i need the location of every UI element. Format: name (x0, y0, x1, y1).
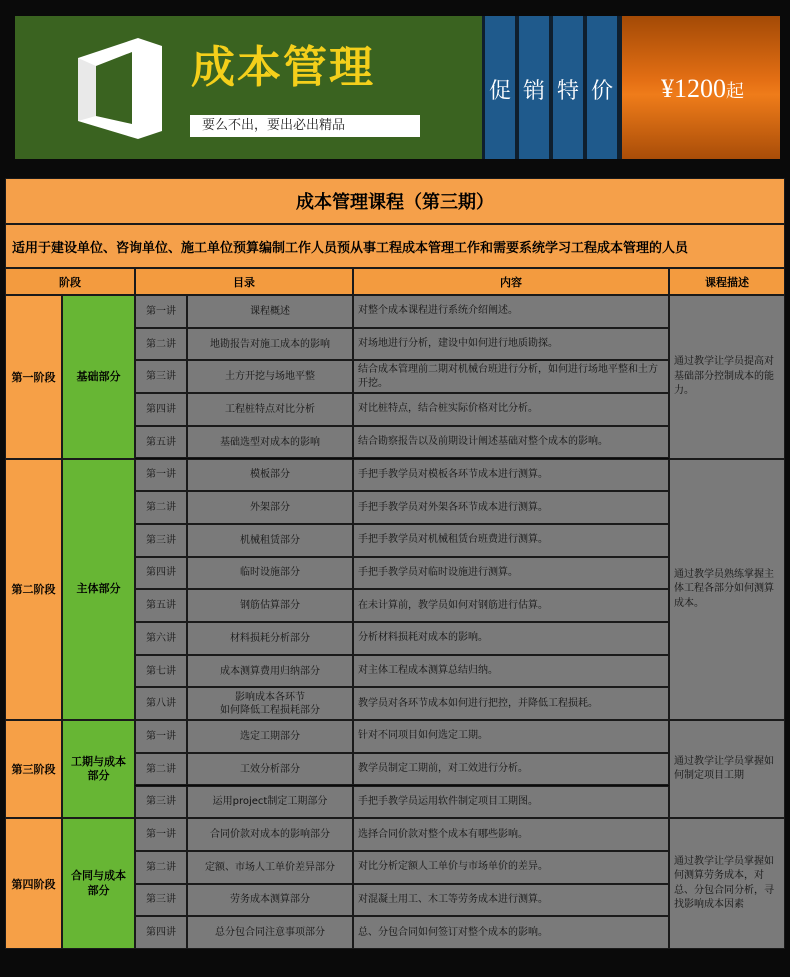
lecture-topic: 地勘报告对施工成本的影响 (187, 328, 353, 361)
lecture-number: 第二讲 (135, 491, 187, 524)
lecture-number: 第一讲 (135, 818, 187, 851)
lecture-topic: 影响成本各环节 如何降低工程损耗部分 (187, 687, 353, 720)
lecture-topic: 模板部分 (187, 459, 353, 492)
lecture-topic: 成本测算费用归纳部分 (187, 655, 353, 688)
office-logo-icon (70, 36, 170, 141)
lecture-content: 对主体工程成本测算总结归纳。 (353, 655, 669, 688)
lecture-content: 在未计算前，教学员如何对钢筋进行估算。 (353, 589, 669, 622)
stage-name: 第三阶段 (5, 720, 62, 818)
lecture-number: 第四讲 (135, 393, 187, 426)
lecture-content: 对比分析定额人工单价与市场单价的差异。 (353, 851, 669, 884)
lecture-content: 分析材料损耗对成本的影响。 (353, 622, 669, 655)
stage-name: 第四阶段 (5, 818, 62, 949)
lecture-topic: 材料损耗分析部分 (187, 622, 353, 655)
lecture-topic: 土方开挖与场地平整 (187, 360, 353, 393)
lecture-number: 第四讲 (135, 557, 187, 590)
lecture-topic: 基础选型对成本的影响 (187, 426, 353, 459)
lecture-number: 第二讲 (135, 753, 187, 786)
lecture-number: 第三讲 (135, 786, 187, 819)
stage-description: 通过教学让学员掌握如何测算劳务成本，对总、分包合同分析，寻找影响成本因素 (669, 818, 785, 949)
header-stage: 阶段 (5, 268, 135, 295)
lecture-topic: 总分包合同注意事项部分 (187, 916, 353, 949)
price-panel (622, 16, 780, 159)
lecture-content: 手把手教学员运用软件制定项目工期图。 (353, 786, 669, 819)
lecture-topic: 工程桩特点对比分析 (187, 393, 353, 426)
stage-name: 第二阶段 (5, 459, 62, 721)
lecture-content: 总、分包合同如何签订对整个成本的影响。 (353, 916, 669, 949)
course-table (5, 178, 785, 976)
lecture-content: 手把手教学员对模板各环节成本进行测算。 (353, 459, 669, 492)
promo-panel (482, 16, 622, 159)
lecture-number: 第四讲 (135, 916, 187, 949)
promo-char: 特 (553, 16, 583, 159)
header-content: 内容 (353, 268, 669, 295)
stage-part: 合同与成本 部分 (62, 818, 135, 949)
lecture-content: 教学员对各环节成本如何进行把控，并降低工程损耗。 (353, 687, 669, 720)
header-topic: 目录 (135, 268, 353, 295)
price-tag: ¥1200起 (661, 74, 744, 103)
promo-char: 促 (485, 16, 515, 159)
lecture-number: 第二讲 (135, 851, 187, 884)
lecture-content: 选择合同价款对整个成本有哪些影响。 (353, 818, 669, 851)
stage-description: 通过教学让学员提高对基础部分控制成本的能力。 (669, 295, 785, 459)
lecture-topic: 机械租赁部分 (187, 524, 353, 557)
header-desc: 课程描述 (669, 268, 785, 295)
promo-char: 价 (587, 16, 617, 159)
lecture-content: 对混凝土用工、木工等劳务成本进行测算。 (353, 884, 669, 917)
stage-part: 工期与成本 部分 (62, 720, 135, 818)
lecture-number: 第八讲 (135, 687, 187, 720)
lecture-topic: 外架部分 (187, 491, 353, 524)
promo-char: 销 (519, 16, 549, 159)
lecture-number: 第三讲 (135, 524, 187, 557)
table-subtitle: 适用于建设单位、咨询单位、施工单位预算编制工作人员预从事工程成本管理工作和需要系统学习工程成本管理的人员 (5, 224, 785, 268)
lecture-topic: 钢筋估算部分 (187, 589, 353, 622)
lecture-content: 针对不同项目如何选定工期。 (353, 720, 669, 753)
lecture-topic: 选定工期部分 (187, 720, 353, 753)
lecture-content: 手把手教学员对机械租赁台班费进行测算。 (353, 524, 669, 557)
lecture-number: 第六讲 (135, 622, 187, 655)
lecture-number: 第七讲 (135, 655, 187, 688)
table-title: 成本管理课程（第三期） (5, 178, 785, 224)
lecture-number: 第五讲 (135, 589, 187, 622)
lecture-topic: 定额、市场人工单价差异部分 (187, 851, 353, 884)
lecture-content: 教学员制定工期前，对工效进行分析。 (353, 753, 669, 786)
stage-name: 第一阶段 (5, 295, 62, 459)
stage-part: 基础部分 (62, 295, 135, 459)
lecture-number: 第二讲 (135, 328, 187, 361)
lecture-content: 结合勘察报告以及前期设计阐述基础对整个成本的影响。 (353, 426, 669, 459)
lecture-topic: 工效分析部分 (187, 753, 353, 786)
lecture-content: 对场地进行分析，建设中如何进行地质勘探。 (353, 328, 669, 361)
header-banner (15, 16, 780, 159)
lecture-number: 第五讲 (135, 426, 187, 459)
lecture-number: 第一讲 (135, 459, 187, 492)
lecture-topic: 临时设施部分 (187, 557, 353, 590)
lecture-content: 对比桩特点，结合桩实际价格对比分析。 (353, 393, 669, 426)
lecture-topic: 课程概述 (187, 295, 353, 328)
lecture-number: 第三讲 (135, 884, 187, 917)
lecture-content: 手把手教学员对外架各环节成本进行测算。 (353, 491, 669, 524)
lecture-content: 手把手教学员对临时设施进行测算。 (353, 557, 669, 590)
stage-description: 通过教学让学员掌握如何制定项目工期 (669, 720, 785, 818)
banner-brand-panel (15, 16, 482, 159)
lecture-content: 对整个成本课程进行系统介绍阐述。 (353, 295, 669, 328)
lecture-topic: 运用project制定工期部分 (187, 786, 353, 819)
lecture-number: 第一讲 (135, 295, 187, 328)
lecture-topic: 劳务成本测算部分 (187, 884, 353, 917)
stage-part: 主体部分 (62, 459, 135, 721)
lecture-topic: 合同价款对成本的影响部分 (187, 818, 353, 851)
lecture-number: 第三讲 (135, 360, 187, 393)
banner-title: 成本管理 (191, 42, 375, 93)
lecture-number: 第一讲 (135, 720, 187, 753)
banner-slogan: 要么不出，要出必出精品 (190, 115, 420, 137)
lecture-content: 结合成本管理前二期对机械台班进行分析，如何进行场地平整和土方开挖。 (353, 360, 669, 393)
stage-description: 通过教学员熟练掌握主体工程各部分如何测算成本。 (669, 459, 785, 721)
